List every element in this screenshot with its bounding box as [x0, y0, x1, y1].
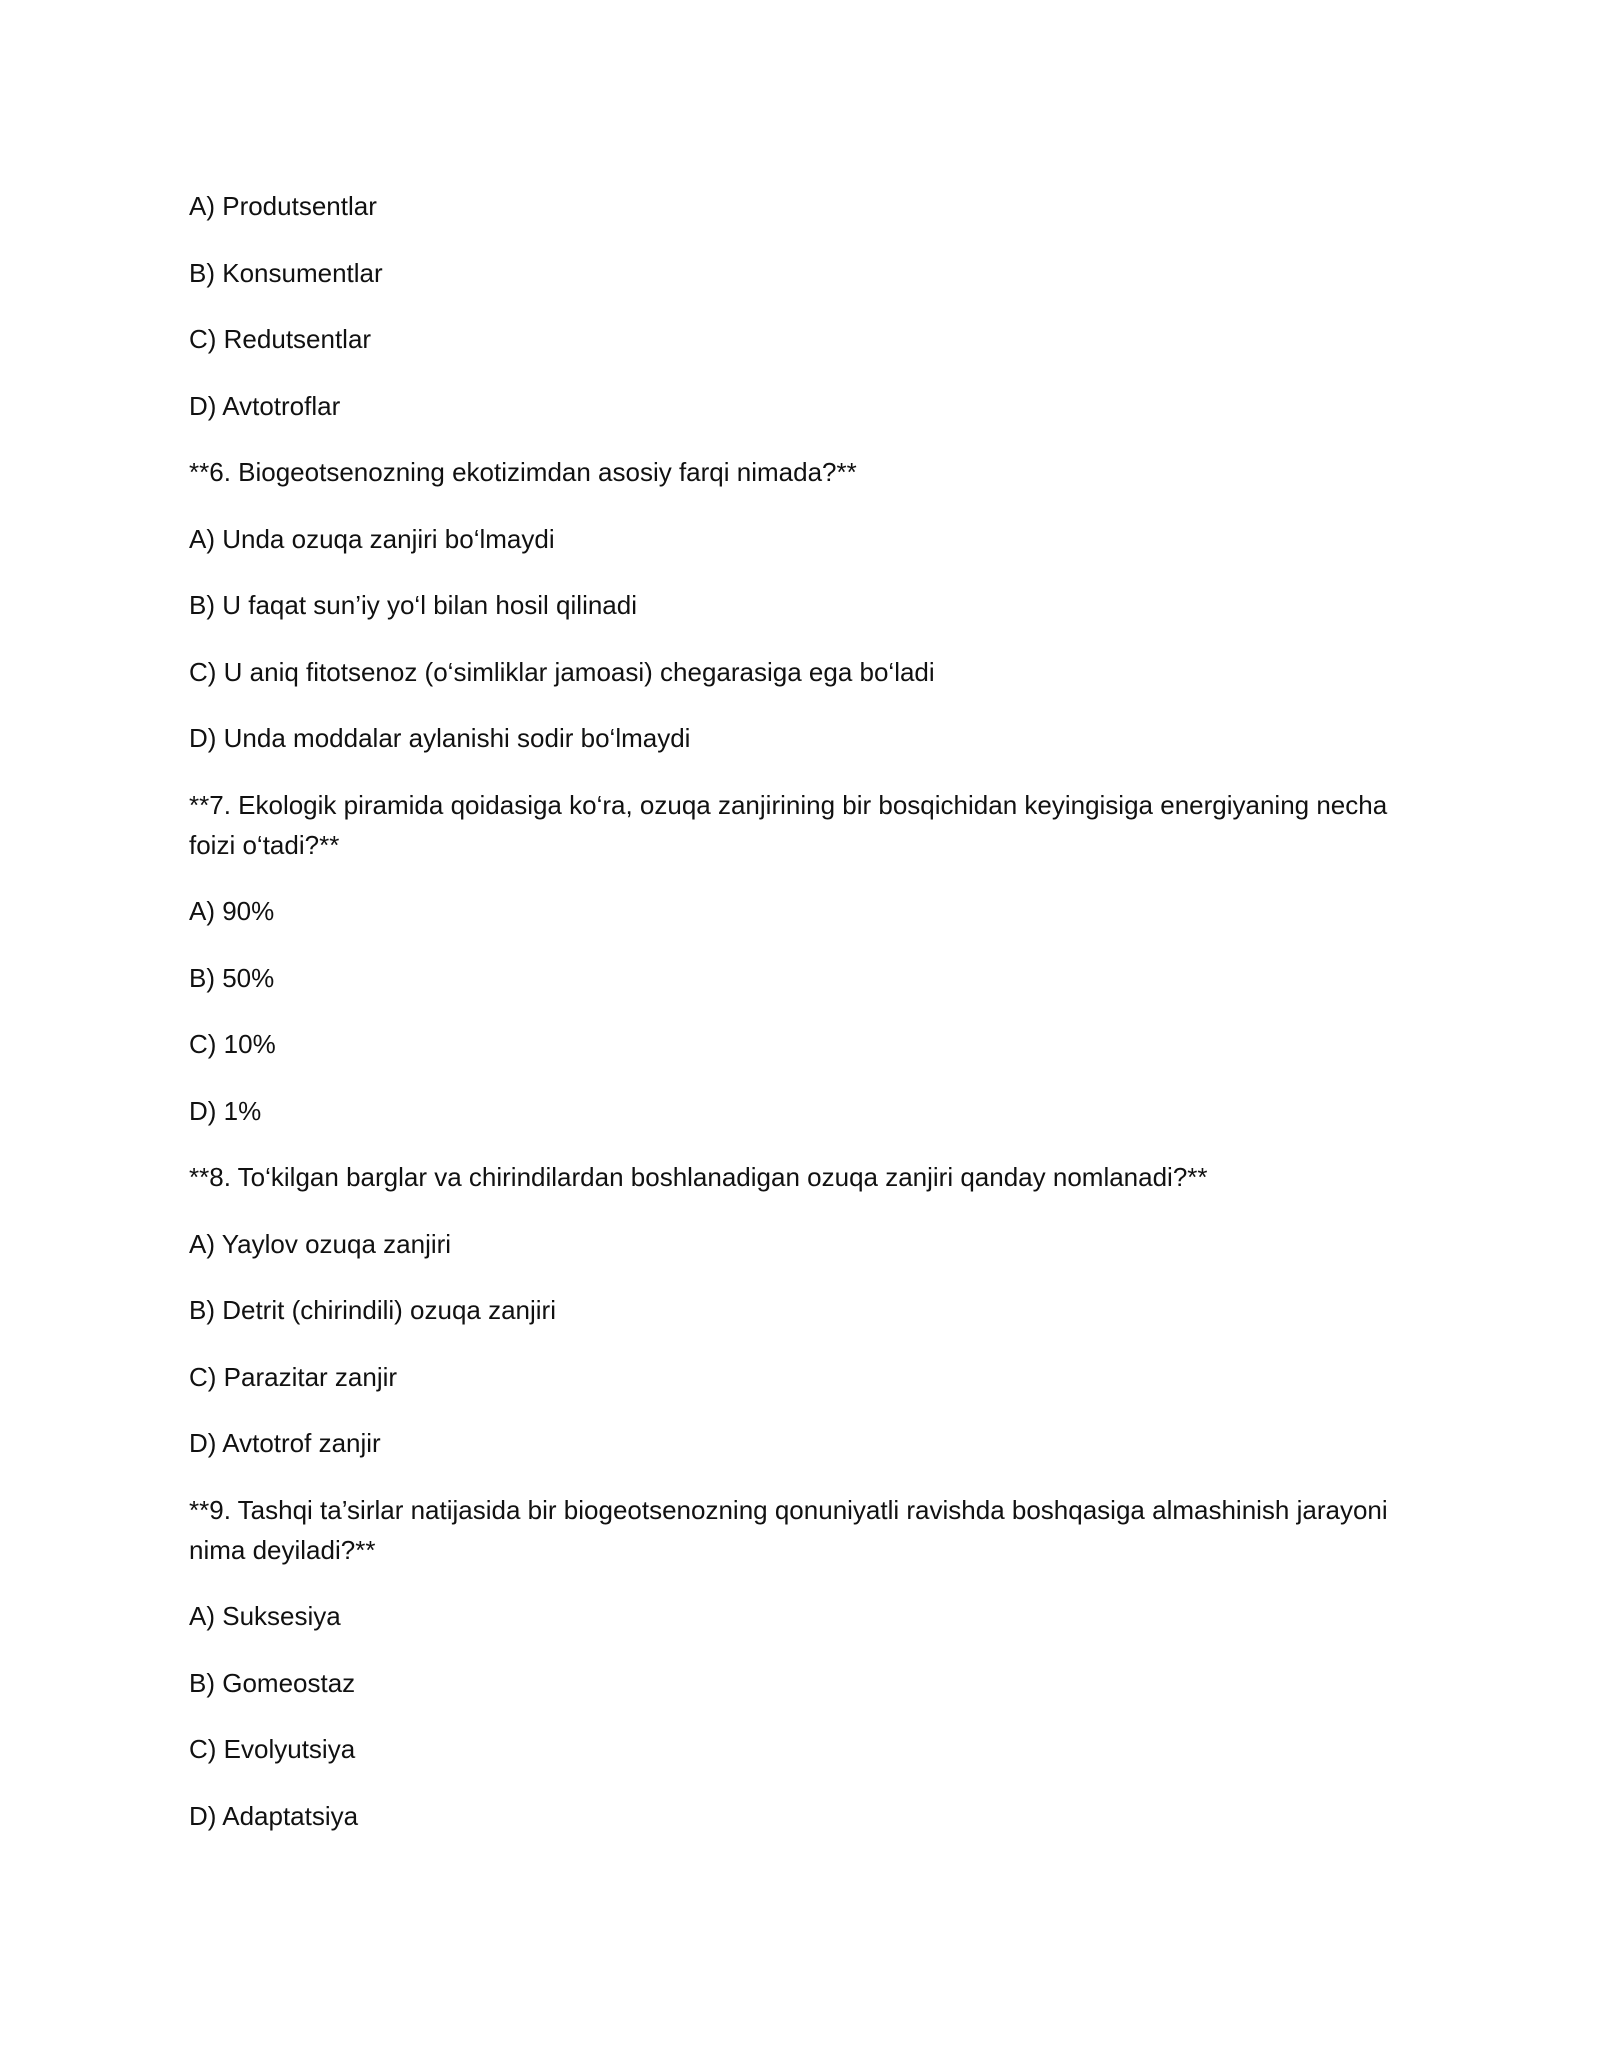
option-a-q5: A) Produtsentlar	[189, 191, 377, 221]
option-c-q6: C) U aniq fitotsenoz (o‘simliklar jamoasi) chegarasiga ega bo‘ladi	[189, 656, 935, 687]
option-b-q7: B) 50%	[189, 962, 275, 993]
question-6: **6. Biogeotsenozning ekotizimdan asosiy farqi nimada?**	[189, 457, 857, 487]
option-b-q8: B) Detrit (chirindili) ozuqa zanjiri	[189, 1295, 556, 1325]
document-body	[189, 186, 1419, 1862]
option-b-q5: B) Konsumentlar	[189, 257, 383, 288]
question-9: **9. Tashqi ta’sirlar natijasida bir biogeotsenozning qonuniyatli ravishda boshqasiga almashinish jarayoni nima deyiladi?**	[189, 1494, 1388, 1565]
question-8: **8. To‘kilgan barglar va chirindilardan boshlanadigan ozuqa zanjiri qanday nomlanadi?**	[189, 1162, 1208, 1192]
option-c-q5: C) Redutsentlar	[189, 324, 372, 354]
option-a-q9: A) Suksesiya	[189, 1601, 341, 1631]
option-a-q8: A) Yaylov ozuqa zanjiri	[189, 1228, 452, 1259]
option-d-q8: D) Avtotrof zanjir	[189, 1428, 381, 1458]
option-c-q8: C) Parazitar zanjir	[189, 1361, 398, 1392]
option-d-q7: D) 1%	[189, 1095, 262, 1126]
question-7: **7. Ekologik piramida qoidasiga ko‘ra, ozuqa zanjirining bir bosqichidan keyingisiga energiyaning necha foizi o‘tadi?**	[189, 789, 1388, 860]
option-a-q6: A) Unda ozuqa zanjiri bo‘lmaydi	[189, 523, 555, 554]
option-d-q6: D) Unda moddalar aylanishi sodir bo‘lmaydi	[189, 723, 691, 753]
option-c-q7: C) 10%	[189, 1029, 276, 1059]
option-a-q7: A) 90%	[189, 896, 275, 926]
option-d-q9: D) Adaptatsiya	[189, 1800, 359, 1831]
option-b-q6: B) U faqat sun’iy yo‘l bilan hosil qilinadi	[189, 590, 638, 620]
option-b-q9: B) Gomeostaz	[189, 1667, 356, 1698]
option-c-q9: C) Evolyutsiya	[189, 1734, 356, 1764]
option-d-q5: D) Avtotroflar	[189, 390, 341, 421]
